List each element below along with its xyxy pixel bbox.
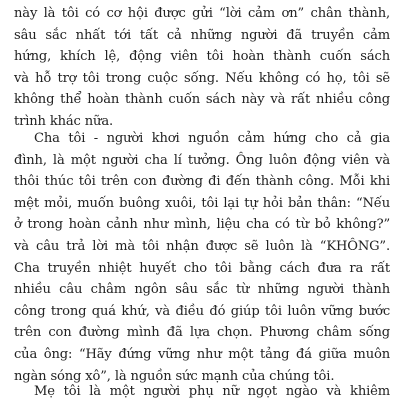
- text-line: trên con đường mình đã lựa chọn. Phương châm sống: [14, 325, 390, 341]
- text-line: nhiều câu châm ngôn sâu sắc từ những người thành: [14, 282, 390, 298]
- text-line: này là tôi có cơ hội được gửi “lời cảm ơn” chân thành,: [14, 6, 390, 21]
- text-line: mệt mỏi, muốn buông xuôi, tôi lại tự hỏi bản thân: “Nếu: [14, 195, 390, 211]
- text-line: Mẹ tôi là một người phụ nữ ngọt ngào và khiêm: [34, 384, 390, 399]
- text-line: của ông: “Hãy đứng vững như một tảng đá giữa muôn: [14, 346, 390, 362]
- text-line: trình khác nữa.: [14, 113, 113, 129]
- text-line: hứng, khích lệ, động viên tôi hoàn thành cuốn sách: [14, 49, 390, 65]
- text-line: ngàn sóng xô”, là nguồn sức mạnh của chúng tôi.: [14, 368, 335, 384]
- text-line: Cha truyền nhiệt huyết cho tôi bằng cách đưa ra rất: [14, 260, 390, 276]
- paragraph-gratitude: [14, 3, 390, 133]
- text-line: thôi thúc tôi trên con đường đi đến thành công. Mỗi khi: [14, 174, 390, 190]
- text-line: công trong quá khứ, và điều đó giúp tôi luôn vững bước: [14, 303, 390, 319]
- text-line: đình, là một người cha lí tưởng. Ông luôn động viên và: [14, 152, 390, 168]
- text-line: sâu sắc nhất tới tất cả những người đã truyền cảm: [14, 27, 390, 43]
- paragraph-father: [14, 128, 390, 387]
- text-line: Cha tôi - người khơi nguồn cảm hứng cho cả gia: [34, 131, 390, 146]
- text-line: không thể hoàn thành cuốn sách này và rất nhiều công: [14, 92, 390, 108]
- paragraph-mother: [14, 381, 390, 400]
- text-line: và hỗ trợ tôi trong cuộc sống. Nếu không có họ, tôi sẽ: [14, 70, 390, 86]
- text-line: ở trong hoàn cảnh như mình, liệu cha có từ bỏ không?”: [14, 217, 390, 233]
- text-line: và câu trả lời mà tôi nhận được sẽ luôn là “KHÔNG”.: [14, 238, 390, 254]
